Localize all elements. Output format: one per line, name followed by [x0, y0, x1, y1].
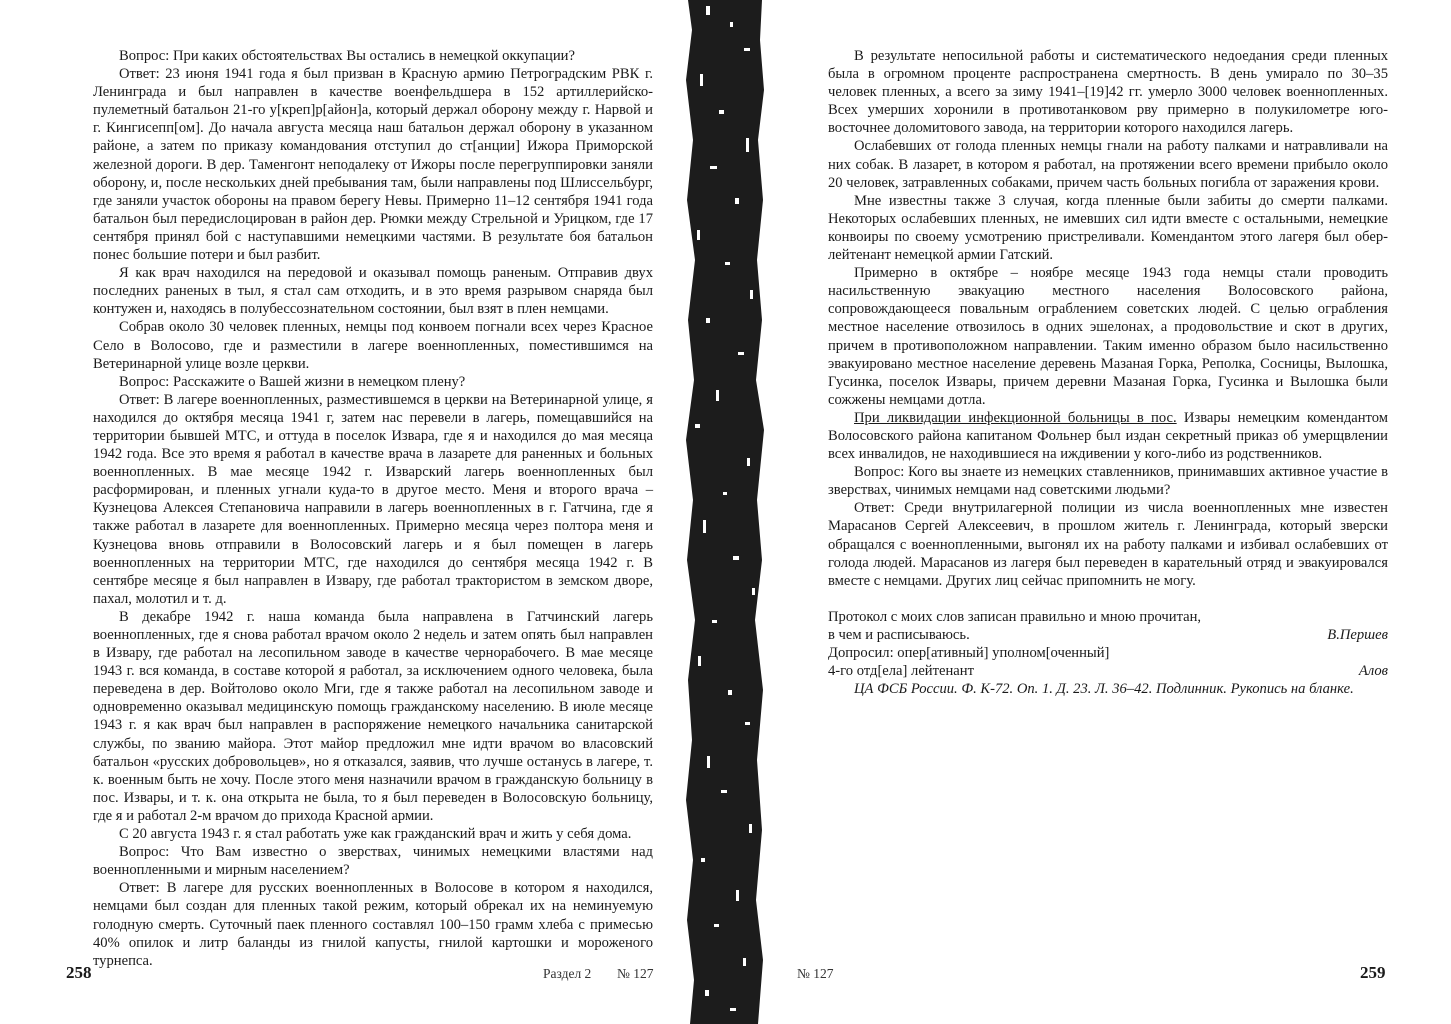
- interrogator-name: Алов: [1358, 663, 1388, 680]
- gutter-texture-image: [686, 0, 764, 1024]
- paragraph-underlined-lead: [828, 409, 1388, 463]
- signature-line: Протокол с моих слов записан правильно и мною прочитан,: [828, 608, 1202, 625]
- paragraph: Мне известны также 3 случая, когда пленные были забиты до смерти палками. Некоторых ослабевших пленных, не имевших сил идти вместе с остальными, немецкие конвоиры по своему усмотрению пристреливали. Комендантом этого лагеря был обер-лейтенант немецкой армии Гатский.: [828, 192, 1388, 264]
- right-page: [764, 0, 1451, 1024]
- running-header-document-number: № 127: [797, 966, 834, 981]
- page-number-left: 258: [66, 963, 92, 982]
- paragraph: Собрав около 30 человек пленных, немцы под конвоем погнали всех через Красное Село в Волосово, где и разместили в лагере военнопленных, поместившимся на Ветеринарной улице возле церкви.: [93, 319, 653, 372]
- paragraph: Вопрос: Кого вы знаете из немецких ставленников, принимавших активное участие в зверствах, чинимых немцами над советскими людьми?: [828, 464, 1388, 499]
- signature-line: в чем и расписываюсь.: [828, 626, 970, 643]
- signature-line: 4-го отд[ела] лейтенант: [828, 663, 974, 680]
- archival-source: ЦА ФСБ России. Ф. К-72. Оп. 1. Д. 23. Л. 36–42. Подлинник. Рукопись на бланке.: [854, 681, 1354, 698]
- paragraph: Ответ: В лагере военнопленных, разместившемся в церкви на Ветеринарной улице, я находился до октября месяца 1941 г, затем нас перевели в лагерь, помещавшийся на территории бывшей МТС, и оттуда в поселок Извара, где я и находился до мая месяца 1942 года. Все это время я работал в качестве врача в лазарете для раненных и больных военнопленных. В мае месяце 1942 г. Изварский лагерь военнопленных был расформирован, и пленных угнали куда-то в другое место. Меня и второго врача – Кузнецова Алексея Степановича направили в лагерь военнопленных в г. Гатчина, где я также работал в лазарете для военнопленных. Примерно месяца через полтора меня и Кузнецова вновь отправили в Волосовский лагерь и я был помещен в лагерь военнопленных на территории МТС, где находился до сентября месяца 1942 г. В сентябре месяце я был направлен в Извару, где работал трактористом в земском дворе, пахал, молотил и т. д.: [93, 391, 653, 607]
- left-page: [0, 0, 686, 1024]
- paragraph: Ответ: В лагере для русских военнопленных в Волосове в котором я находился, немцами был создан для пленных такой режим, который обрекал их на неминуемую голодную смерть. Суточный паек пленного составлял 100–150 грамм хлеба с примесью 40% опилок и литр баланды из гнилой капусты, гнилой картошки и мороженого турнепса.: [93, 880, 653, 969]
- paragraph: Ответ: Среди внутрилагерной полиции из числа военнопленных мне известен Марасанов Сергей Алексеевич, в прошлом житель г. Ленинграда, который зверски обращался с военнопленными, выгонял их на работу палками и избивал ослабевших от голода людей. Марасанов из лагеря был переведен в карательный отряд и эвакуировался вместе с немцами. Других лиц сейчас припомнить не могу.: [828, 500, 1388, 589]
- paragraph: В декабре 1942 г. наша команда была направлена в Гатчинский лагерь военнопленных, где я снова работал врачом около 2 недель и затем опять был направлен в Извару, где работал на лесопильном заводе в качестве чернорабочего. В мае месяце 1943 г. вся команда, в составе которой я работал, за исключением одного человека, была переведена в дер. Войтолово около Мги, где я также работал на лесопильном заводе и одновременно оказывал медицинскую помощь гражданскому населению. В июле месяце 1943 г. я как врач был направлен в распоряжение немецкого начальника санитарской службы, по званию майора. Этот майор предложил мне идти врачом во власовский батальон «русских добровольцев», но я отказался, заявив, что лучше останусь в лагере, т. к. военным быть не хочу. После этого меня назначили врачом в гражданскую больницу в пос. Извары, и т. к. она открыта не была, то я был переведен в Волосовскую больницу, где я и работал 2-м врачом до прихода Красной армии.: [93, 608, 653, 824]
- signature-row: [828, 626, 1388, 644]
- paragraph: Я как врач находился на передовой и оказывал помощь раненым. Отправив двух последних раненых в тыл, я стал сам отходить, и в это время разрывом снаряда был контужен и, находясь в полубессознательном состоянии, был взят в плен немцами.: [93, 265, 653, 318]
- gutter-decorative-band: [686, 0, 764, 1024]
- paragraph: Вопрос: Что Вам известно о зверствах, чинимых немецкими властями над военнопленными и мирным населением?: [93, 844, 653, 879]
- left-page-text: [93, 47, 653, 970]
- right-page-text: [828, 47, 1388, 698]
- signer-name: В.Першев: [1327, 626, 1388, 643]
- paragraph-continuation: Извары немецким комендантом Волосовского района капитаном Фольнер был издан секретный приказ об умерщвлении всех инвалидов, не находившиеся на иждивении у кого-либо из родственников.: [828, 409, 1388, 463]
- underlined-phrase: При ликвидации инфекционной больницы в пос.: [854, 409, 1177, 426]
- paragraph: Примерно в октябре – ноябре месяце 1943 года немцы стали проводить насильственную эвакуацию местного населения Волосовского района, сопровождающееся повальным ограблением советских людей. С целью ограбления местное население отвозилось в одних эшелонах, а продовольствие и скот в других, причем в противоположном направлении. Таким именно образом было насильственно эвакуировано местное население деревень Мазаная Горка, Реполка, Сосницы, Вылошка, Гусинка, поселок Извары, причем деревни Мазаная Горка, Гусинка и Вылошка были сожжены немцами дотла.: [828, 265, 1388, 408]
- paragraph: В результате непосильной работы и систематического недоедания среди пленных была в огромном проценте распространена смертность. В день умирало по 30–35 человек пленных, а всего за зиму 1941–[19]42 гг. умерло 3000 человек военнопленных. Всех умерших хоронили в противотанковом рву примерно в полукилометре юго-восточнее доломитового завода, на территории которого находился лагерь.: [828, 48, 1388, 137]
- signature-row: [828, 662, 1388, 680]
- running-header-document-number: № 127: [617, 966, 654, 981]
- paragraph: Вопрос: Расскажите о Вашей жизни в немецком плену?: [119, 373, 466, 390]
- signature-line: Допросил: опер[ативный] уполном[оченный]: [828, 645, 1110, 661]
- paragraph: Ответ: 23 июня 1941 года я был призван в Красную армию Петроградским РВК г. Ленинграда и был направлен в качестве военфельдшера в 152 артиллерийско-пулеметный батальон 21-го у[креп]р[айон]а, который держал оборону между г. Нарвой и г. Кингисепп[ом]. До начала августа месяца наш батальон держал оборону в указанном районе, а затем по приказу командования отступил до ст[анции] Ижора Приморской железной дороги. В дер. Таменгонт неподалеку от Ижоры после перегруппировки заняли оборону, и, после нескольких дней пребывания там, были направлены под Шлиссельбург, где заняли участок обороны на правом берегу Невы. Примерно 11–12 сентября 1941 года батальон был передислоцирован в район дер. Рюмки между Стрельной и Урицком, где 17 сентября принял бой с наступавшими немецкими частями. В результате боя батальон понес большие потери и был разбит.: [93, 66, 653, 264]
- signature-block: [828, 608, 1388, 680]
- running-header-section: Раздел 2: [543, 966, 592, 981]
- paragraph: Ослабевших от голода пленных немцы гнали на работу палками и натравливали на них собак. В лазарет, в котором я работал, на протяжении всего времени прибыло около 20 человек, затравленных собаками, причем часть больных погибла от заражения крови.: [828, 138, 1388, 191]
- paragraph: Вопрос: При каких обстоятельствах Вы остались в немецкой оккупации?: [119, 48, 575, 64]
- paragraph: С 20 августа 1943 г. я стал работать уже как гражданский врач и жить у себя дома.: [119, 826, 632, 843]
- page-number-right: 259: [1360, 963, 1386, 982]
